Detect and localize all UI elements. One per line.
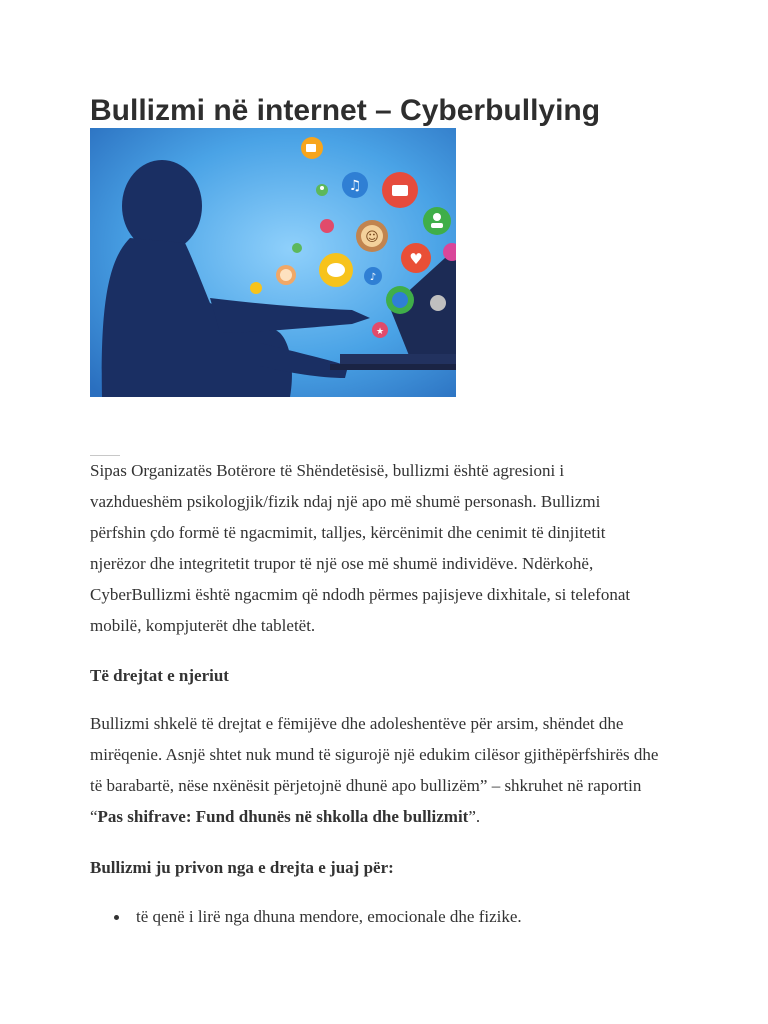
thumbs-up-icon [382,172,418,208]
hero-image [90,128,456,397]
tiny-icon [292,243,302,253]
small-grey-icon [430,295,446,311]
page-title: Bullizmi në internet – Cyberbullying [90,94,601,127]
like-icon [301,137,323,159]
rights-paragraph-end: ”. [468,807,481,826]
note-icon-left [250,282,262,294]
intro-paragraph: Sipas Organizatës Botërore të Shëndetësisë, bullizmi është agresioni i vazhdueshëm psikologjik/fizik ndaj një apo më shumë personash. Bullizmi përfshin çdo formë të ngacmimit, talljes, kërcënimit dhe cenimit të dinjitetit njerëzor dhe integritetit trupor të një ose më shumë individëve. Ndërkohë, CyberBullizmi është ngacmim që ndodh përmes pajisjeve dixhitale, si telefonat mobilë, kompjuterët dhe tabletët. [90,461,631,635]
list-item: të qenë i lirë nga dhuna mendore, emocionale dhe fizike. [90,901,522,932]
rights-list [90,901,522,932]
svg-text:♥: ♥ [409,250,423,268]
chat-bubbles-icon [319,253,353,287]
smiley-icon [356,220,388,252]
heart-icon [401,243,431,273]
face-icon [276,265,296,285]
section-heading-human-rights: Të drejtat e njeriut [90,666,229,685]
svg-text:☺: ☺ [365,230,379,245]
report-title: Pas shifrave: Fund dhunës në shkolla dhe bullizmit [97,807,469,826]
small-badge-icon [320,219,334,233]
svg-text:♪: ♪ [369,272,377,283]
star-icon [372,322,388,338]
svg-text:★: ★ [375,327,385,337]
section-heading-deprives: Bullizmi ju privon nga e drejta e juaj për: [90,858,394,877]
music-note-icon [342,172,368,198]
rights-paragraph-text: Bullizmi shkelë të drejtat e fëmijëve dhe adoleshentëve për arsim, shëndet dhe mirëqenie. Asnjë shtet nuk mund të sigurojë një edukim cilësor gjithëpërfshirës dhe të barabartë, nëse nxënësit përjetojnë dhunë apo bullizëm” – shkruhet në raportin “ [90,714,659,826]
rights-paragraph [90,708,660,832]
user-icon [423,207,451,235]
globe-icon [386,286,414,314]
music-note-small-icon [364,267,382,285]
svg-text:♫: ♫ [348,178,362,194]
user-icon-small [316,184,328,196]
